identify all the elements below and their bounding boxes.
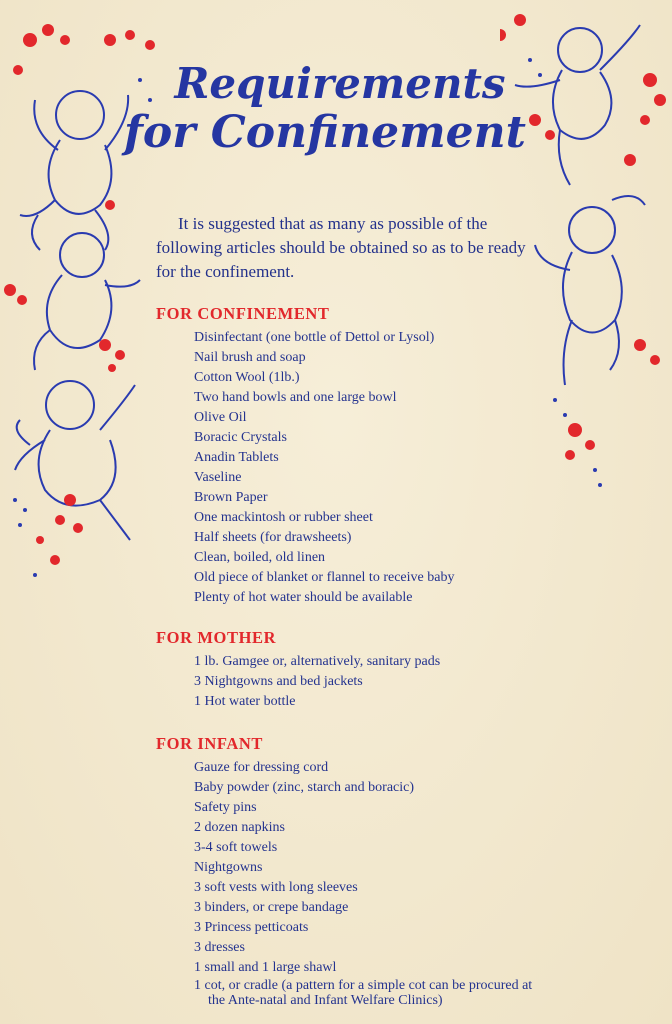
cherub-head-icon [60, 233, 104, 277]
list-item: Half sheets (for drawsheets) [194, 530, 352, 545]
list-item: 3 dresses [194, 940, 245, 955]
cherub-head-icon [569, 207, 615, 253]
list-item: 3 soft vests with long sleeves [194, 880, 358, 895]
title-line-2: for Confinement [124, 107, 526, 159]
list-item: Olive Oil [194, 410, 247, 425]
list-item: Old piece of blanket or flannel to receive baby [194, 570, 455, 585]
intro-paragraph [156, 212, 528, 284]
cherub-head-icon [56, 91, 104, 139]
list-item: Vaseline [194, 470, 242, 485]
left-cherub-border [0, 0, 160, 600]
list-item: Anadin Tablets [194, 450, 279, 465]
list-item: Cotton Wool (1lb.) [194, 370, 300, 385]
list-item: Boracic Crystals [194, 430, 287, 445]
list-item: Baby powder (zinc, starch and boracic) [194, 780, 415, 795]
list-item: Safety pins [194, 800, 257, 815]
page-title [124, 59, 530, 159]
list-item: Plenty of hot water should be available [194, 590, 413, 605]
section-heading: FOR MOTHER [156, 628, 277, 647]
list-item: 1 cot, or cradle (a pattern for a simple cot can be procured at the Ante-natal and Infant Welfare Clinics) [194, 978, 533, 1008]
list-item: 3 Princess petticoats [194, 920, 309, 935]
list-item: 1 Hot water bottle [194, 694, 296, 709]
list-item: Gauze for dressing cord [194, 760, 329, 775]
red-flowers-icon [4, 24, 155, 565]
cherub-head-icon [46, 381, 94, 429]
list-item: 1 small and 1 large shawl [194, 960, 337, 975]
item-list [194, 328, 546, 608]
title-line-1: Requirements [174, 59, 506, 108]
list-item: 2 dozen napkins [194, 820, 285, 835]
list-item: Clean, boiled, old linen [194, 550, 326, 565]
item-list [194, 652, 546, 712]
list-item: Nail brush and soap [194, 350, 306, 365]
list-item: Brown Paper [194, 490, 268, 505]
list-item: Two hand bowls and one large bowl [194, 390, 397, 405]
intro-text: It is suggested that as many as possible of the following articles should be obtained so as to be ready for the confinement. [156, 214, 526, 281]
section-heading: FOR INFANT [156, 734, 263, 753]
item-list [194, 758, 546, 1008]
section-infant [156, 734, 546, 1008]
list-item: Nightgowns [194, 860, 263, 875]
list-item: One mackintosh or rubber sheet [194, 510, 373, 525]
section-confinement [156, 304, 546, 608]
list-item: 3 binders, or crepe bandage [194, 900, 349, 915]
section-mother [156, 628, 546, 712]
list-item: Disinfectant (one bottle of Dettol or Lysol) [194, 330, 435, 345]
list-item: 1 lb. Gamgee or, alternatively, sanitary pads [194, 654, 441, 669]
cherub-head-icon [558, 28, 602, 72]
list-item: 3-4 soft towels [194, 840, 278, 855]
list-item: 3 Nightgowns and bed jackets [194, 674, 363, 689]
section-heading: FOR CONFINEMENT [156, 304, 330, 323]
